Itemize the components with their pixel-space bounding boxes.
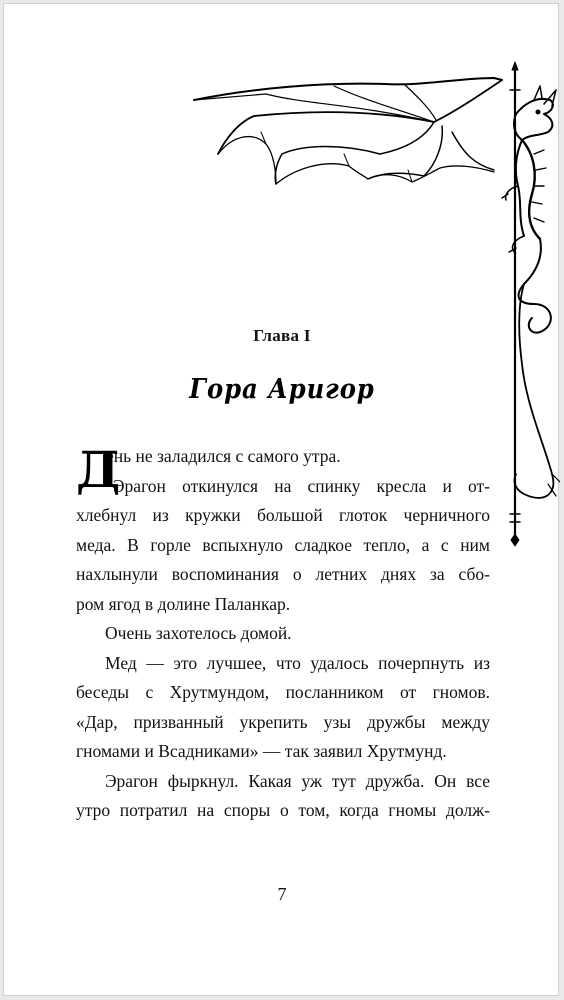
page-number: 7 (277, 884, 287, 904)
text-line: утро потратил на споры о том, когда гномы долж- (76, 800, 490, 820)
text-line: нахлынули воспоминания о летних днях за сбо- (76, 564, 490, 584)
book-page (3, 3, 559, 996)
text-line: гномами и Всадниками» — так заявил Хрутмунд. (76, 741, 447, 761)
text-line: Эрагон фыркнул. Какая уж тут дружба. Он все (105, 770, 490, 791)
text-line: хлебнул из кружки большой глоток черничного (76, 505, 490, 525)
chapter-label: Глава I (253, 326, 311, 345)
text-line: Очень захотелось домой. (105, 623, 292, 643)
text-line: «Дар, призванный укрепить узы дружбы между (76, 711, 490, 732)
text-line: беседы с Хрутмундом, посланником от гномов. (76, 682, 490, 702)
text-line: меда. В горле вспыхнуло сладкое тепло, а с ним (76, 534, 490, 555)
body-text (76, 442, 490, 826)
drop-cap: Д (76, 440, 121, 499)
chapter-title: Гора Аригор (189, 374, 375, 405)
text-line: Эрагон откинулся на спинку кресла и от- (113, 475, 490, 496)
text-line: Мед — это лучшее, что удалось почерпнуть из (105, 652, 490, 673)
text-line: ром ягод в долине Паланкар. (76, 593, 291, 614)
text-line: ень не заладился с самого утра. (106, 446, 341, 466)
